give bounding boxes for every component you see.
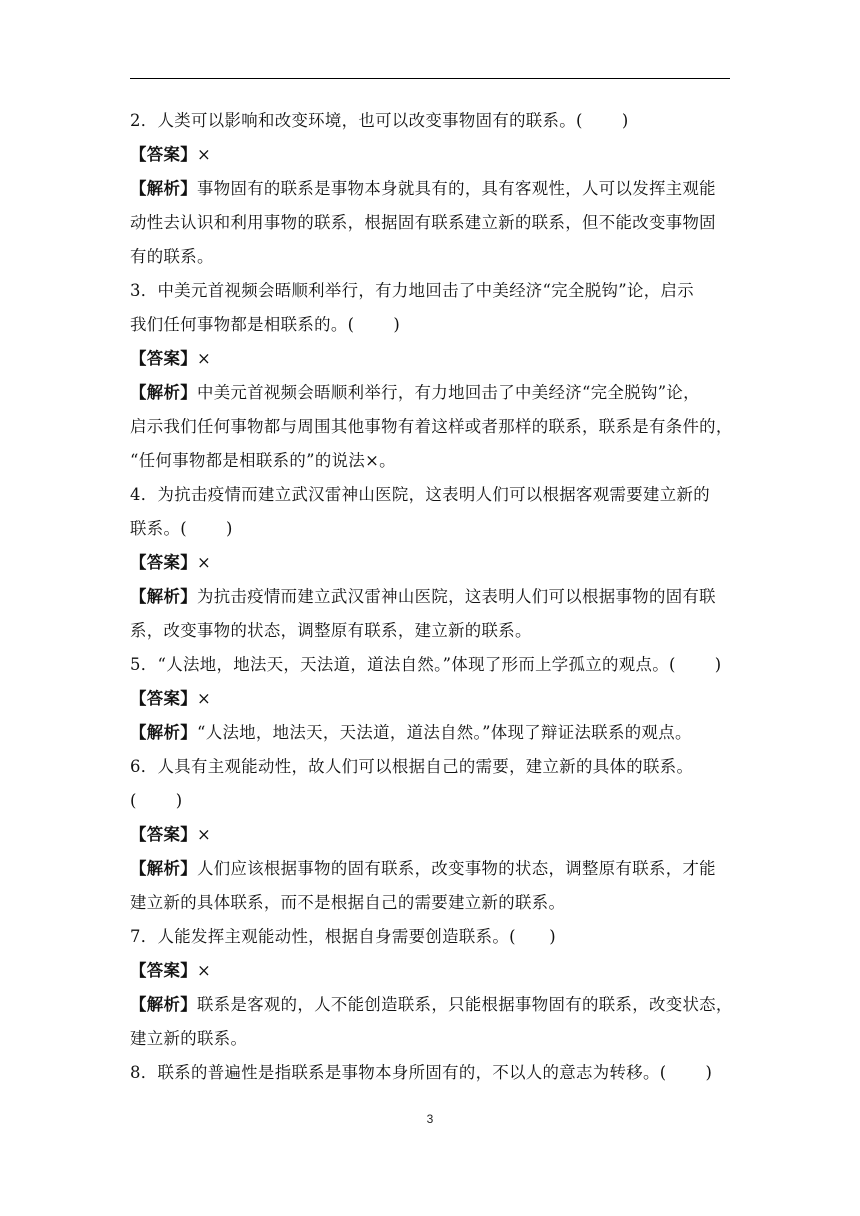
analysis-tag: 【解析】 [130, 723, 197, 742]
answer-tag: 【答案】 [130, 553, 197, 572]
analysis-line [130, 376, 730, 410]
analysis-text: “任何事物都是相联系的”的说法×。 [130, 451, 396, 470]
answer-value: × [196, 553, 212, 572]
analysis-text: 动性去认识和利用事物的联系，根据固有联系建立新的联系，但不能改变事物固 [130, 213, 716, 232]
analysis-text: 有的联系。 [130, 247, 214, 266]
question-item-2 [130, 104, 730, 274]
analysis-tag: 【解析】 [130, 383, 197, 402]
analysis-text: 中美元首视频会晤顺利举行，有力地回击了中美经济“完全脱钩”论， [196, 383, 700, 402]
answer-line [130, 682, 730, 716]
analysis-line [130, 988, 733, 1022]
answer-line [130, 138, 730, 172]
question-item-5 [130, 648, 730, 750]
answer-value: × [196, 689, 212, 708]
analysis-tag: 【解析】 [130, 859, 197, 878]
answer-line [130, 546, 730, 580]
answer-tag: 【答案】 [130, 145, 197, 164]
question-text: 我们任何事物都是相联系的。( ) [130, 315, 401, 334]
header-rule [130, 78, 730, 79]
analysis-text: 人们应该根据事物的固有联系，改变事物的状态，调整原有联系，才能 [196, 859, 716, 878]
analysis-text: “人法地，地法天，天法道，道法自然。”体现了辩证法联系的观点。 [196, 723, 692, 742]
analysis-text: 建立新的具体联系，而不是根据自己的需要建立新的联系。 [130, 893, 566, 912]
page-number: 3 [426, 1112, 434, 1126]
analysis-text: 启示我们任何事物都与周围其他事物有着这样或者那样的联系，联系是有条件的， [130, 417, 733, 436]
answer-tag: 【答案】 [130, 825, 197, 844]
analysis-text: 为抗击疫情而建立武汉雷神山医院，这表明人们可以根据事物的固有联 [196, 587, 716, 606]
question-text: ( ) [130, 791, 183, 810]
analysis-tag: 【解析】 [130, 587, 197, 606]
analysis-tag: 【解析】 [130, 179, 197, 198]
answer-tag: 【答案】 [130, 349, 197, 368]
question-item-7 [130, 920, 733, 1056]
analysis-tag: 【解析】 [130, 995, 197, 1014]
answer-line [130, 818, 730, 852]
analysis-text: 系，改变事物的状态，调整原有联系，建立新的联系。 [130, 621, 532, 640]
document-body [130, 104, 733, 1090]
answer-value: × [196, 961, 212, 980]
analysis-text: 建立新的联系。 [130, 1029, 248, 1048]
question-text: 7．人能发挥主观能动性，根据自身需要创造联系。( ) [130, 927, 557, 946]
question-item-8 [130, 1056, 730, 1090]
question-text: 5．“人法地，地法天，天法道，道法自然。”体现了形而上学孤立的观点。( ) [130, 655, 722, 674]
question-text: 联系。( ) [130, 519, 233, 538]
question-text: 2．人类可以影响和改变环境，也可以改变事物固有的联系。( ) [130, 111, 629, 130]
question-text: 3．中美元首视频会晤顺利举行，有力地回击了中美经济“完全脱钩”论，启示 [130, 281, 694, 300]
question-item-4 [130, 478, 730, 648]
question-text: 8．联系的普遍性是指联系是事物本身所固有的，不以人的意志为转移。( ) [130, 1063, 713, 1082]
analysis-line [130, 716, 730, 750]
answer-tag: 【答案】 [130, 689, 197, 708]
analysis-line [130, 580, 730, 614]
answer-tag: 【答案】 [130, 961, 197, 980]
answer-line [130, 954, 730, 988]
answer-value: × [196, 349, 212, 368]
question-text: 4．为抗击疫情而建立武汉雷神山医院，这表明人们可以根据客观需要建立新的 [130, 485, 710, 504]
analysis-line [130, 852, 730, 886]
question-text: 6．人具有主观能动性，故人们可以根据自己的需要，建立新的具体的联系。 [130, 757, 694, 776]
answer-value: × [196, 825, 212, 844]
analysis-text: 联系是客观的，人不能创造联系，只能根据事物固有的联系，改变状态， [196, 995, 733, 1014]
answer-value: × [196, 145, 212, 164]
question-item-3 [130, 274, 733, 478]
analysis-text: 事物固有的联系是事物本身就具有的，具有客观性，人可以发挥主观能 [196, 179, 716, 198]
analysis-line [130, 172, 730, 206]
question-item-6 [130, 750, 730, 920]
answer-line [130, 342, 730, 376]
